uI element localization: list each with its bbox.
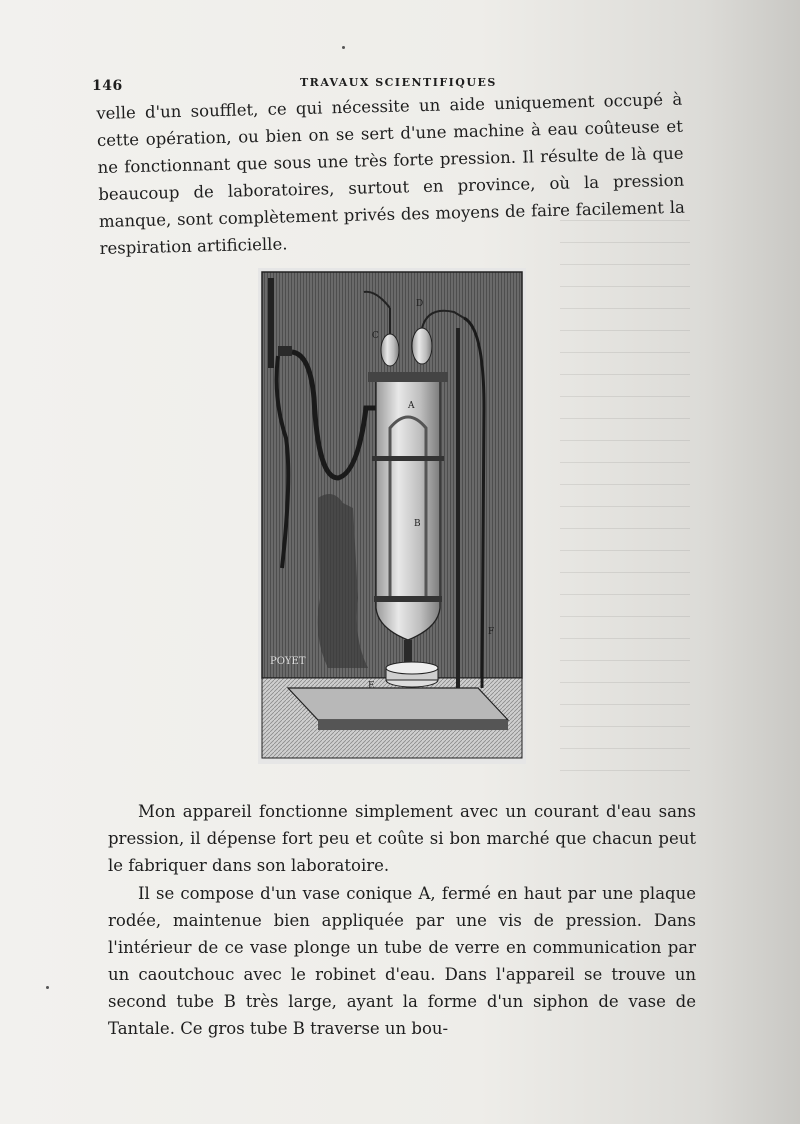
running-title: TRAVAUX SCIENTIFIQUES <box>300 76 497 89</box>
paragraph-bottom-2: Il se compose d'un vase conique A, fermé en haut par une plaque rodée, maintenue bien appliquée par une vis de pression. Dans l'intérieur de ce vase plonge un tube de verre en communication par un caoutchouc avec le robinet d'eau. Dans l'appareil se trouve un second tube B très large, ayant la forme d'un siphon de vase de Tantale. Ce gros tube B traverse un bou- <box>108 884 696 1038</box>
label-d: D <box>416 299 424 309</box>
label-e: E <box>368 681 375 691</box>
label-f: F <box>488 627 495 637</box>
paragraph-bottom-1: Mon appareil fonctionne simplement avec un courant d'eau sans pression, il dépense fort peu et coûte si bon marché que chacun peut le fabriquer dans son laboratoire. <box>108 802 696 875</box>
label-c: C <box>372 331 379 341</box>
apparatus-engraving <box>258 268 526 764</box>
label-a: A <box>408 401 415 411</box>
label-b: B <box>414 519 421 529</box>
engraving-drawing <box>258 268 526 764</box>
page-number: 146 <box>92 78 123 94</box>
paper-speck <box>342 46 345 49</box>
paragraph-top: velle d'un soufflet, ce qui nécessite un aide uniquement occupé à cette opération, ou bien on se sert d'une machine à eau coûteuse et ne fonctionnant que sous une très forte pression. Il résulte de là que beaucoup de laboratoires, surtout en province, où la pression manque, sont complètement privés des moyens de faire facilement la respiration artificielle. <box>96 89 686 258</box>
engraver-signature: POYET <box>270 656 306 667</box>
show-through-text <box>560 220 690 780</box>
paper-speck <box>46 986 49 989</box>
